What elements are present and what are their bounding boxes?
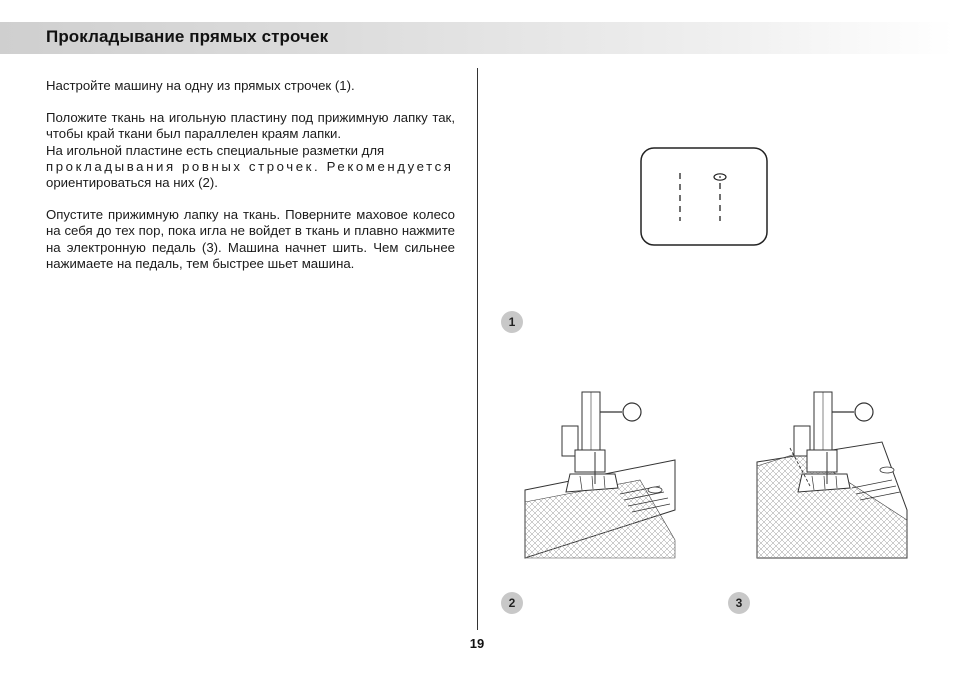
sewing-start-illustration — [752, 390, 914, 562]
paragraph-select-stitch: Настройте машину на одну из прямых строчек (1). — [46, 78, 355, 93]
column-divider — [477, 68, 478, 630]
plate-markings-line2: прокладывания ровных строчек. Рекомендуется — [46, 158, 454, 174]
paragraph-start-sewing: Опустите прижимную лапку на ткань. Поверните маховое колесо на себя до тех пор, пока игла не войдет в ткань и плавно нажмите на электронную педаль (3). Машина начнет шить. Чем сильнее нажимаете на педаль, тем быстрее шьет машина. — [46, 207, 455, 271]
page-number: 19 — [469, 636, 485, 651]
instructions-text — [46, 78, 455, 288]
page-title: Прокладывание прямых строчек — [46, 27, 329, 46]
plate-markings-line3: ориентироваться на них (2). — [46, 175, 218, 191]
straight-stitch-display-icon — [640, 147, 768, 247]
paragraph-plate-markings — [46, 143, 455, 192]
figure-2-badge: 2 — [501, 592, 523, 614]
plate-markings-line1: На игольной пластине есть специальные разметки для — [46, 142, 385, 158]
figure-3-badge: 3 — [728, 592, 750, 614]
paragraph-place-fabric: Положите ткань на игольную пластину под прижимную лапку так, чтобы край ткани был параллелен краям лапки. — [46, 110, 455, 142]
presser-foot-fabric-illustration — [520, 390, 682, 562]
figure-1-badge: 1 — [501, 311, 523, 333]
